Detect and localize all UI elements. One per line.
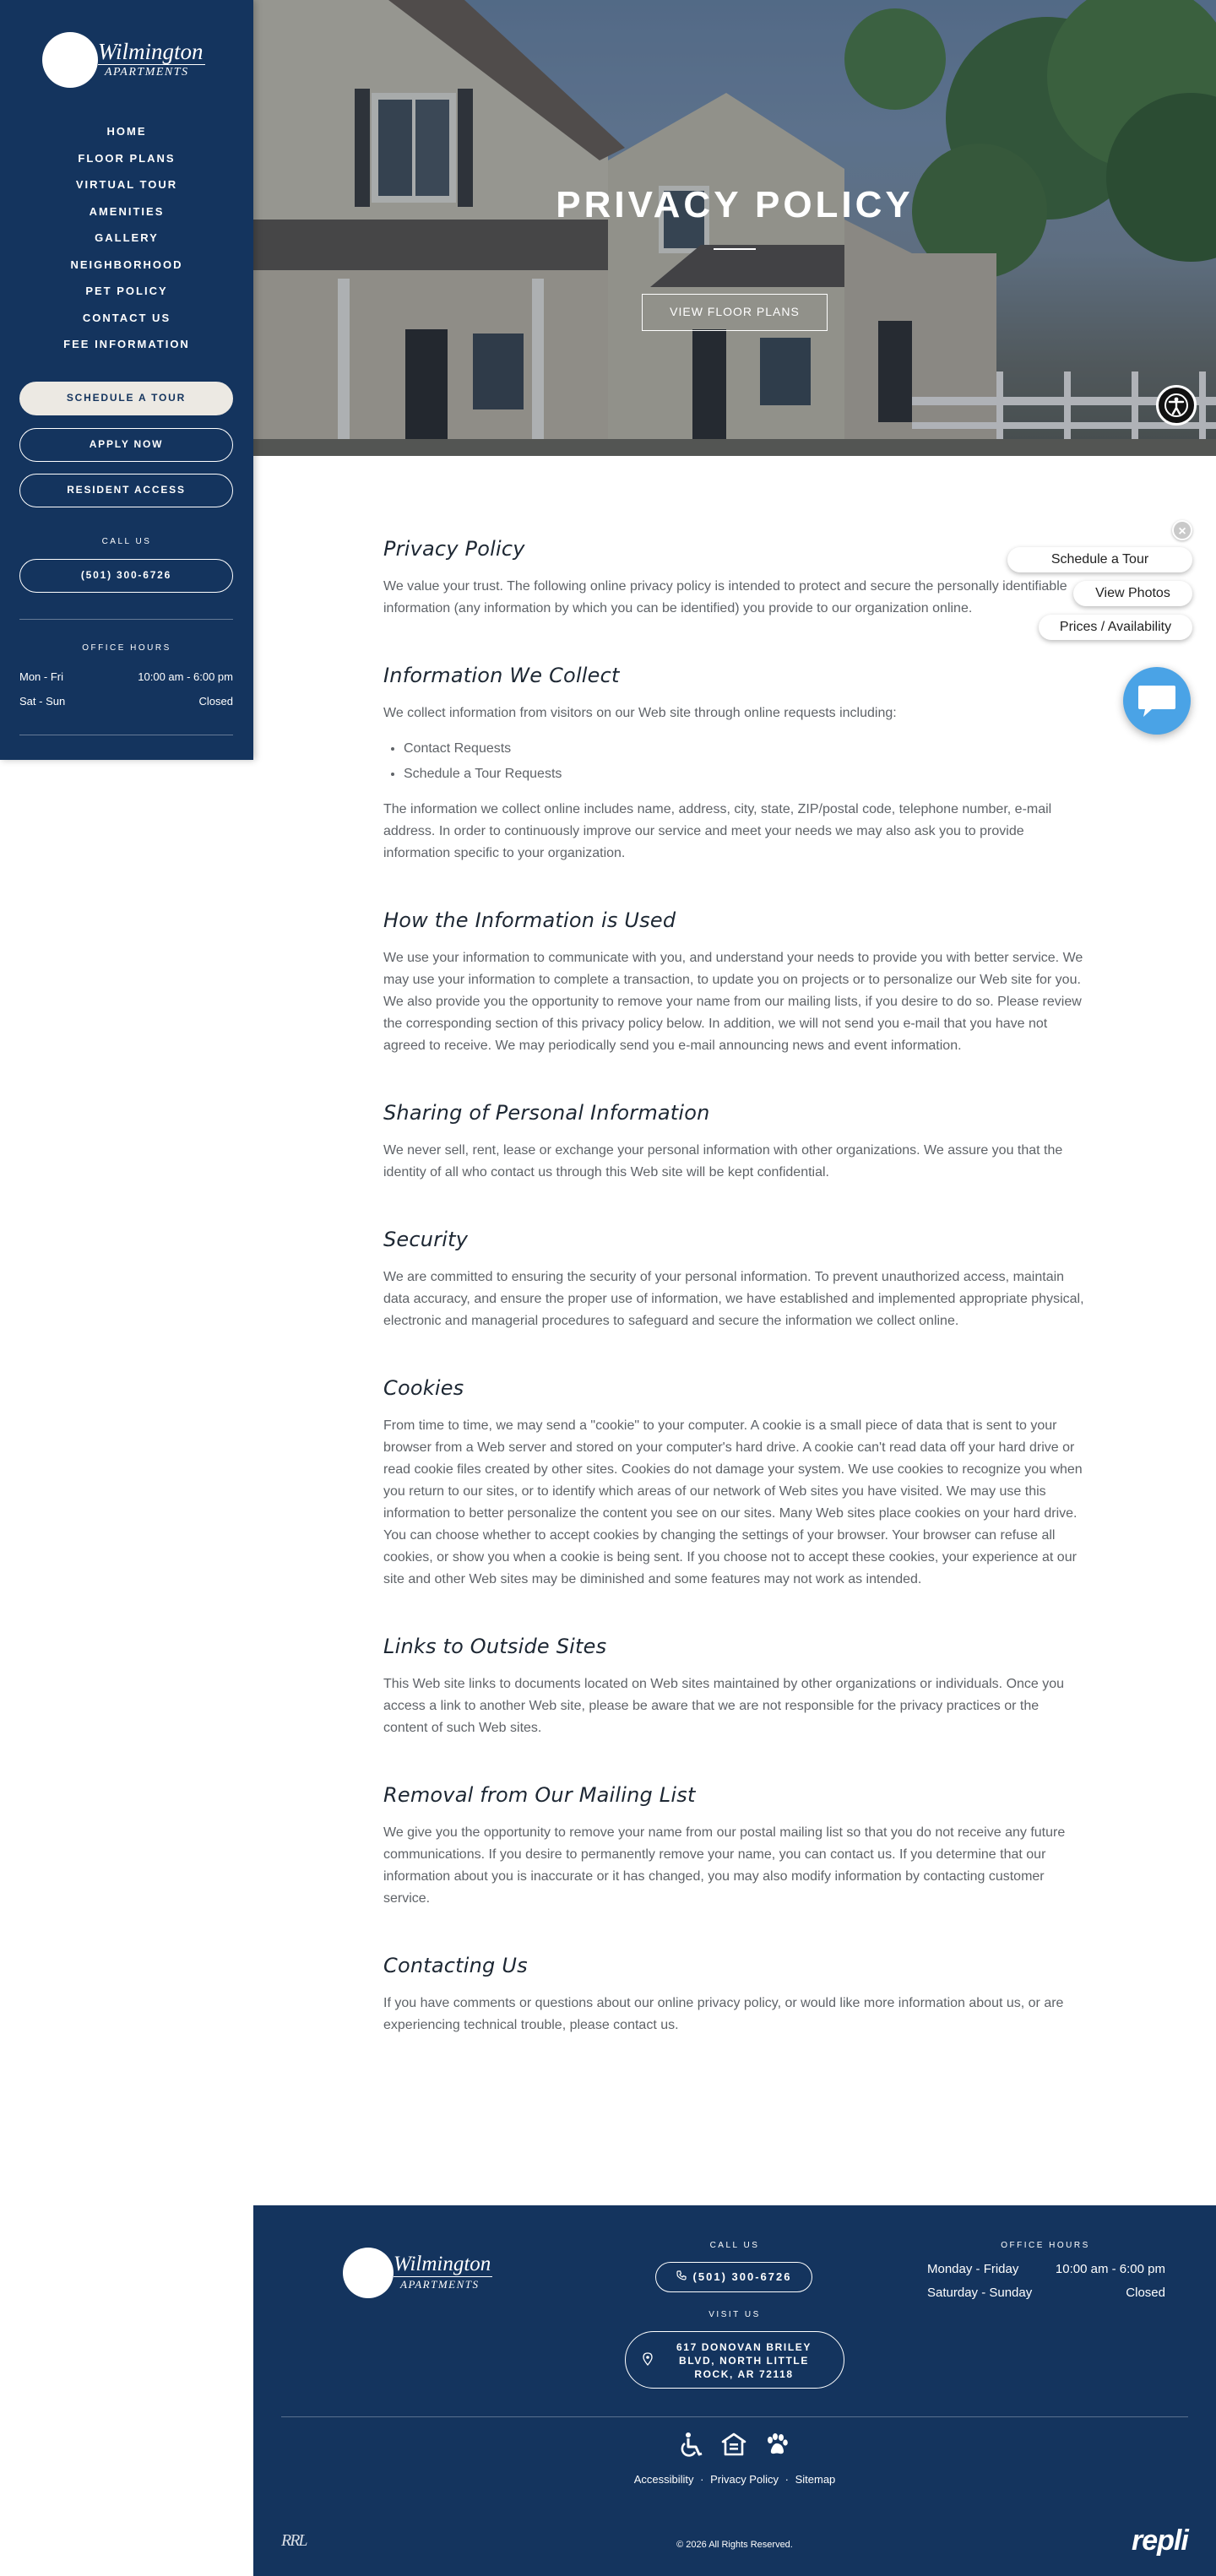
policy-section [383,1635,1086,1739]
hours-time: Closed [1126,2286,1165,2300]
policy-section [383,664,1086,865]
logo-subtitle: APARTMENTS [105,66,189,79]
section-paragraph: We collect information from visitors on our Web site through online requests including: [383,706,897,720]
privacy-content [383,537,1086,2080]
nav-neighborhood[interactable]: NEIGHBORHOOD [70,258,183,271]
hours-row [19,695,233,708]
logo-subtitle: APARTMENTS [400,2278,480,2291]
logo-circle [343,2248,394,2298]
footer-address [668,2340,820,2381]
paw-icon [763,2432,789,2461]
section-paragraph: If you have comments or questions about our online privacy policy, or would like more information about us, or are experiencing technical trouble, please contact us. [383,1996,1064,2032]
hours-time: Closed [198,695,233,708]
close-icon[interactable]: × [1172,520,1192,540]
map-pin-icon [643,2352,653,2370]
hours-days: Mon - Fri [19,670,63,683]
call-us-label: CALL US [101,537,152,546]
sidebar [0,0,253,760]
section-paragraph: From time to time, we may send a "cookie" to your computer. A cookie is a small piece of data that is sent to your browser from a Web server and stored on your computer's hard drive. A cookie can't read data off your hard drive or read cookie files created by other sites. Cookies do not damage your system. We use cookies to recognize you when you return to our sites, or to identify which areas of our network of Web sites you have visited. We may use this information to better personalize the content you see on our sites. Many Web sites place cookies on your hard drive. You can choose whether to accept cookies by changing the settings of your browser. Your browser can refuse all cookies, or show you when a cookie is being sent. If you choose not to accept these cookies, your experience at our site and other Web sites may be diminished and some features may not work as intended. [383,1418,1083,1586]
policy-section [383,908,1086,1057]
hours-days: Sat - Sun [19,695,66,708]
float-schedule-tour-button[interactable]: Schedule a Tour [1007,547,1192,572]
accessibility-icon[interactable] [1156,385,1197,426]
rrl-logo[interactable]: RRL [281,2531,307,2550]
nav-fee-information[interactable]: FEE INFORMATION [63,338,190,350]
page-title: PRIVACY POLICY [556,184,914,225]
nav-home[interactable]: HOME [106,125,147,138]
policy-section [383,1101,1086,1184]
copyright: © 2026 All Rights Reserved. [676,2540,793,2550]
list-item: • Contact Requests [404,736,1086,762]
footer-address-button[interactable] [625,2331,844,2389]
float-view-photos-button[interactable]: View Photos [1073,581,1192,606]
hero-overlay [253,0,1216,456]
nav-pet-policy[interactable]: PET POLICY [85,285,168,297]
section-heading: Contacting Us [383,1954,528,1977]
hours-row [19,670,233,683]
logo-name: Wilmington [98,39,204,64]
hours-days: Saturday - Sunday [927,2286,1033,2300]
nav-gallery[interactable]: GALLERY [95,231,159,244]
section-heading: Cookies [383,1376,464,1400]
footer-compliance-icons [679,2432,797,2462]
main-nav [0,118,253,358]
section-paragraph: We are committed to ensuring the security of your personal information. To prevent unauthorized access, maintain data accuracy, and ensure the proper use of information, we have established and implemented appropriate physical, electronic and managerial procedures to safeguard and secure the information we collect online. [383,1270,1084,1328]
sidebar-divider [19,619,233,620]
list-item: • Schedule a Tour Requests [404,762,1086,787]
footer-link-accessibility[interactable]: Accessibility [633,2473,694,2486]
float-prices-button[interactable]: Prices / Availability [1039,615,1192,640]
footer-phone-number: (501) 300-6726 [692,2270,792,2283]
hours-time: 10:00 am - 6:00 pm [138,670,233,683]
section-heading: Security [383,1228,469,1251]
section-paragraph: We value your trust. The following online privacy policy is intended to protect and secure the personally identifiable information (any information by which you can be identified) you provide to our organization online. [383,579,1067,616]
section-heading: Information We Collect [383,664,620,687]
phone-icon [676,2263,687,2291]
footer-link-privacy-policy[interactable]: Privacy Policy [710,2473,779,2486]
section-heading: Links to Outside Sites [383,1635,607,1658]
repli-logo[interactable]: repli [1132,2524,1188,2557]
equal-housing-icon [721,2432,746,2461]
collected-list [404,736,1086,787]
section-heading: How the Information is Used [383,908,676,932]
chat-icon[interactable] [1123,667,1191,735]
link-separator: · [700,2473,704,2486]
nav-contact-us[interactable]: CONTACT US [82,311,171,324]
address-line: BLVD, NORTH LITTLE [679,2355,809,2367]
title-underline [714,248,756,250]
section-heading: Privacy Policy [383,537,525,561]
policy-section [383,537,1086,620]
apply-now-button[interactable]: APPLY NOW [19,428,233,462]
footer-link-sitemap[interactable]: Sitemap [795,2473,836,2486]
hours-time: 10:00 am - 6:00 pm [1055,2262,1165,2276]
footer-logo[interactable] [343,2248,512,2298]
link-separator: · [784,2473,789,2486]
nav-virtual-tour[interactable]: VIRTUAL TOUR [75,178,178,191]
footer [253,2205,1216,2576]
policy-section [383,1954,1086,2036]
section-paragraph: We give you the opportunity to remove your name from our postal mailing list so that you do not receive any future communications. If you desire to permanently remove your name, you can contact us. If you determine that our information about you is inaccurate or it has changed, you may also modify information by contacting customer service. [383,1825,1066,1906]
footer-visit-us-label: VISIT US [708,2310,761,2319]
hours-days: Monday - Friday [927,2262,1019,2276]
wheelchair-icon [679,2432,704,2463]
section-paragraph: We never sell, rent, lease or exchange your personal information with other organizations. We assure you that the identity of all who contact us through this Web site will be kept confidential. [383,1143,1063,1180]
policy-section [383,1228,1086,1332]
resident-access-button[interactable]: RESIDENT ACCESS [19,474,233,507]
footer-divider [281,2416,1188,2417]
schedule-tour-button[interactable]: SCHEDULE A TOUR [19,382,233,415]
phone-button[interactable]: (501) 300-6726 [19,559,233,593]
nav-floor-plans[interactable]: FLOOR PLANS [78,151,176,165]
view-floor-plans-button[interactable]: VIEW FLOOR PLANS [642,294,828,331]
footer-call-us-label: CALL US [709,2241,760,2250]
section-paragraph: We use your information to communicate with you, and understand your needs to provide you with better service. We may use your information to complete a transaction, to update you on projects or to personalize our Web site for you. We also provide you the opportunity to remove your name from our mailing lists, if you desire to do so. Please review the corresponding section of this privacy policy below. In addition, we will not send you e-mail that you have not agreed to receive. We may periodically send you e-mail announcing news and event information. [383,951,1083,1053]
footer-phone-button[interactable] [655,2262,812,2292]
office-hours-label: OFFICE HOURS [82,643,171,653]
policy-section [383,1783,1086,1910]
policy-section [383,1376,1086,1591]
footer-office-hours-label: OFFICE HOURS [1001,2241,1090,2250]
site-logo[interactable] [42,32,220,88]
nav-amenities[interactable]: AMENITIES [89,204,165,218]
footer-hours-row [927,2286,1165,2300]
hero-banner [253,0,1216,456]
section-heading: Removal from Our Mailing List [383,1783,696,1807]
logo-circle [42,32,98,88]
section-paragraph: The information we collect online includes name, address, city, state, ZIP/postal code, telephone number, e-mail address. In order to continuously improve our service and meet your needs we may also ask you to provide information specific to your organization. [383,802,1052,860]
section-paragraph: This Web site links to documents located on Web sites maintained by other organizations or individuals. Once you access a link to another Web site, please be aware that we are not responsible for the privacy practices or the content of such Web sites. [383,1677,1065,1735]
logo-name: Wilmington [394,2253,491,2275]
address-line: 617 DONOVAN BRILEY [676,2341,812,2353]
section-heading: Sharing of Personal Information [383,1101,710,1125]
footer-links [253,2473,1216,2486]
address-line: ROCK, AR 72118 [694,2368,794,2380]
footer-hours-row [927,2262,1165,2276]
